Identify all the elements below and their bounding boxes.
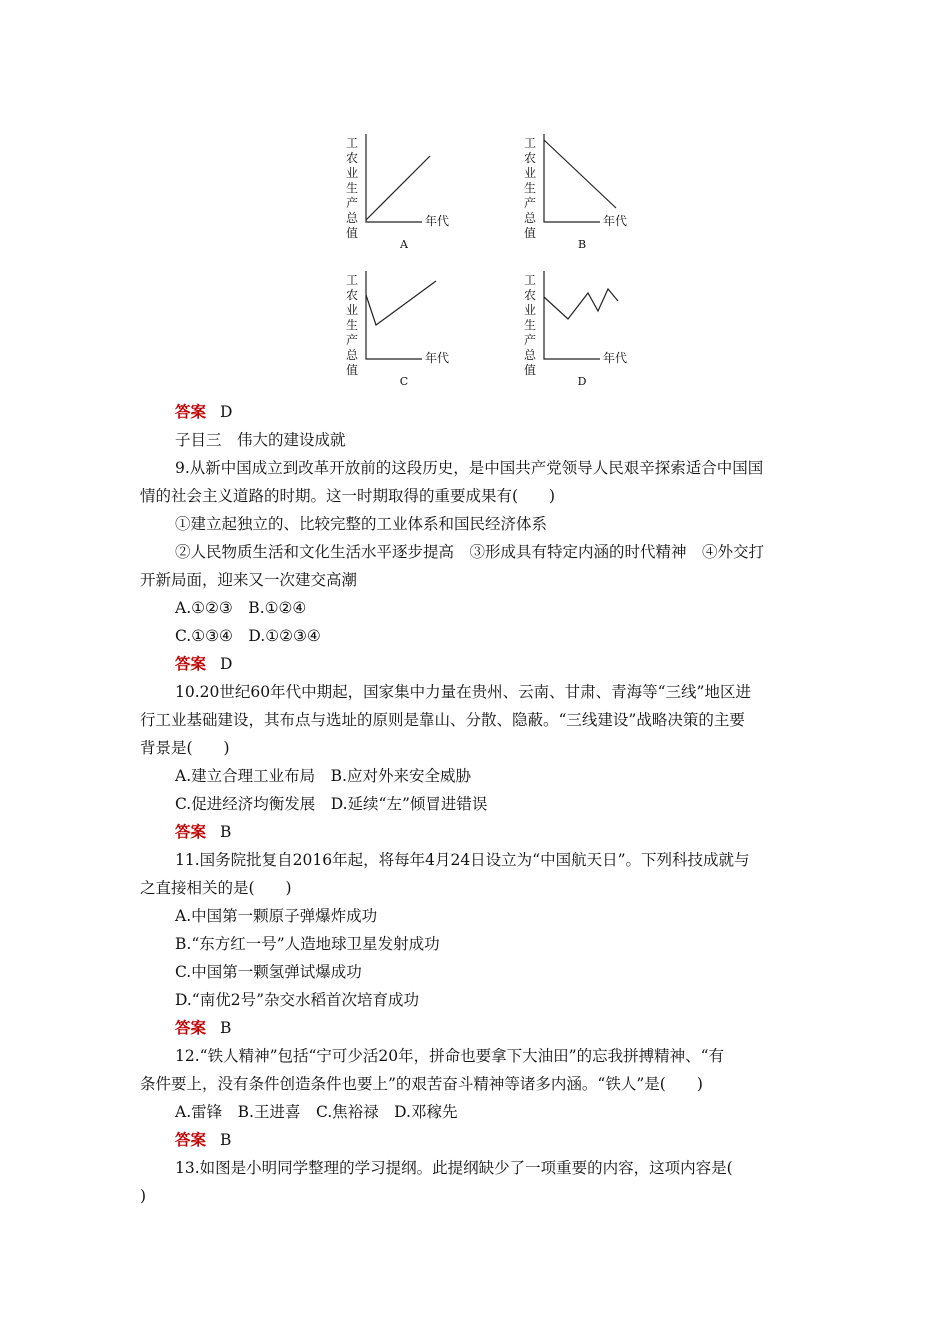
answer-label: 答案 <box>175 1130 207 1149</box>
q9-item2-line2: 开新局面，迎来又一次建交高潮 <box>140 571 358 589</box>
answer-label: 答案 <box>175 822 207 841</box>
chart-letter: A <box>400 238 408 251</box>
q9-item1: ①建立起独立的、比较完整的工业体系和国民经济体系 <box>175 515 548 533</box>
chart-plot <box>508 267 658 367</box>
x-axis-label: 年代 <box>425 351 450 365</box>
chart-axes <box>366 134 422 222</box>
x-axis-label: 年代 <box>425 214 450 228</box>
question-list <box>140 398 815 1210</box>
q9-answer <box>175 650 815 678</box>
q10-options-cd: C.促进经济均衡发展 D.延续“左”倾冒进错误 <box>175 795 488 813</box>
section-title: 子目三 伟大的建设成就 <box>175 431 346 449</box>
answer-label: 答案 <box>175 402 207 421</box>
answer-value: B <box>220 1131 232 1149</box>
q11-option-a: A.中国第一颗原子弹爆炸成功 <box>175 907 378 925</box>
y-axis-label: 工 农 业 生 产 总 值 <box>523 136 536 240</box>
answer-value: D <box>220 403 233 421</box>
chart-plot <box>508 130 658 230</box>
chart-a <box>330 130 480 252</box>
chart-letter: D <box>577 375 587 388</box>
trend-line <box>366 281 436 325</box>
answer-value: B <box>220 1019 232 1037</box>
q9-options-cd: C.①③④ D.①②③④ <box>175 627 321 645</box>
q13-stem-line1: 13.如图是小明同学整理的学习提纲。此提纲缺少了一项重要的内容，这项内容是( <box>175 1159 733 1177</box>
y-axis-label: 工 农 业 生 产 总 值 <box>345 136 358 240</box>
q9-item2-line1: ②人民物质生活和文化生活水平逐步提高 ③形成具有特定内涵的时代精神 ④外交打 <box>175 543 765 561</box>
x-axis-label: 年代 <box>603 214 628 228</box>
q11-answer <box>175 1014 815 1042</box>
q10-stem-line1: 10.20世纪60年代中期起，国家集中力量在贵州、云南、甘肃、青海等“三线”地区进 <box>175 683 751 701</box>
chart-letter: B <box>577 238 587 251</box>
answer-value: D <box>220 655 233 673</box>
trend-line <box>366 156 430 220</box>
q11-option-d: D.“南优2号”杂交水稻首次培育成功 <box>175 991 420 1009</box>
q11-stem-line1: 11.国务院批复自2016年起，将每年4月24日设立为“中国航天日”。下列科技成就与 <box>175 851 750 869</box>
trend-line <box>544 140 616 208</box>
answer-value: B <box>220 823 232 841</box>
q9-stem-line2: 情的社会主义道路的时期。这一时期取得的重要成果有( ) <box>140 487 556 505</box>
q10-stem-line3: 背景是( ) <box>140 739 230 757</box>
x-axis-label: 年代 <box>603 351 628 365</box>
q12-options: A.雷锋 B.王进喜 C.焦裕禄 D.邓稼先 <box>175 1103 458 1121</box>
trend-chart-figure <box>330 130 660 400</box>
chart-plot <box>330 130 480 230</box>
chart-d <box>508 267 658 389</box>
chart-c <box>330 267 480 389</box>
q10-answer <box>175 818 815 846</box>
trend-line <box>544 289 618 319</box>
chart-axes <box>366 271 422 359</box>
chart-letter: C <box>399 375 409 388</box>
q12-stem-line1: 12.“铁人精神”包括“宁可少活20年，拼命也要拿下大油田”的忘我拼搏精神、“有 <box>175 1047 724 1065</box>
y-axis-label: 工 农 业 生 产 总 值 <box>523 273 536 377</box>
q10-stem-line2: 行工业基础建设，其布点与选址的原则是靠山、分散、隐蔽。“三线建设”战略决策的主要 <box>140 711 745 729</box>
chart-axes <box>544 271 600 359</box>
q9-options-ab: A.①②③ B.①②④ <box>175 599 307 617</box>
chart-b <box>508 130 658 252</box>
q12-answer <box>175 1126 815 1154</box>
q8-answer <box>175 398 815 426</box>
q11-stem-line2: 之直接相关的是( ) <box>140 879 292 897</box>
q12-stem-line2: 条件要上，没有条件创造条件也要上”的艰苦奋斗精神等诸多内涵。“铁人”是( ) <box>140 1075 703 1093</box>
q11-option-c: C.中国第一颗氢弹试爆成功 <box>175 963 362 981</box>
answer-label: 答案 <box>175 654 207 673</box>
chart-plot <box>330 267 480 367</box>
q10-options-ab: A.建立合理工业布局 B.应对外来安全威胁 <box>175 767 471 785</box>
y-axis-label: 工 农 业 生 产 总 值 <box>345 273 358 377</box>
answer-label: 答案 <box>175 1018 207 1037</box>
q9-stem-line1: 9.从新中国成立到改革开放前的这段历史，是中国共产党领导人民艰辛探索适合中国国 <box>175 459 764 477</box>
q11-option-b: B.“东方红一号”人造地球卫星发射成功 <box>175 935 440 953</box>
q13-stem-line2: ) <box>140 1187 147 1205</box>
